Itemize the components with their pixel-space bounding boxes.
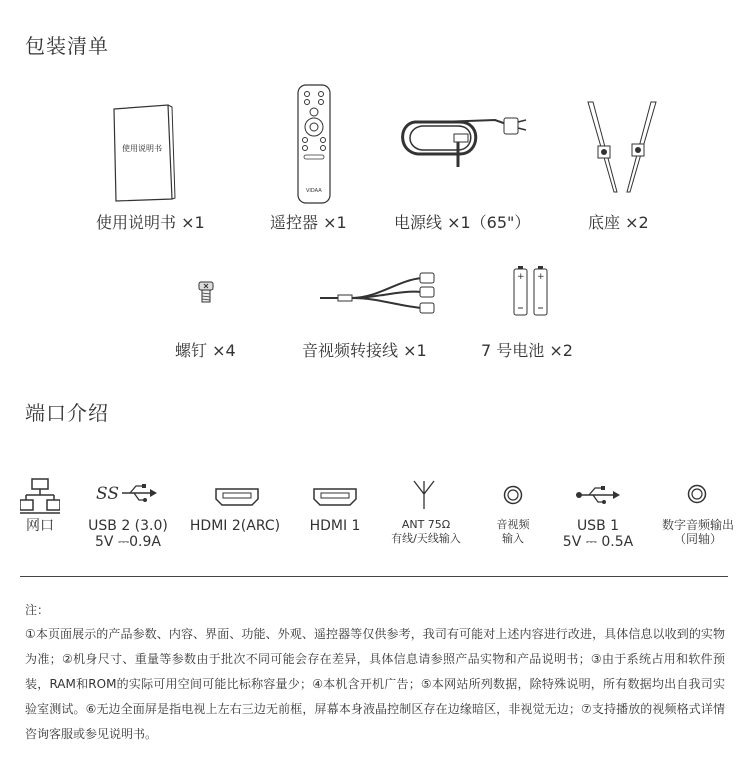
antenna-port bbox=[413, 480, 435, 510]
usb1-port bbox=[575, 484, 621, 506]
svg-text:+: + bbox=[517, 272, 525, 282]
screw-item bbox=[197, 280, 215, 304]
notes-title: 注： bbox=[25, 603, 50, 617]
port-label-ethernet: 网口 bbox=[26, 518, 54, 534]
manual-label: 使用说明书 ×1 bbox=[96, 213, 205, 232]
batteries-item bbox=[510, 265, 552, 317]
hdmi-icon bbox=[215, 488, 259, 506]
usb-icon bbox=[575, 484, 621, 506]
av-input-port bbox=[503, 485, 523, 505]
power-cord-label: 电源线 ×1（65"） bbox=[394, 213, 531, 232]
usb3-port bbox=[96, 481, 160, 505]
svg-text:SS: SS bbox=[96, 484, 119, 504]
port-label-usb1: USB 1 5V ⎓ 0.5A bbox=[562, 518, 634, 550]
manual-cover-text: 使用说明书 bbox=[122, 144, 162, 153]
hdmi-icon bbox=[313, 488, 357, 506]
power-cord-icon bbox=[400, 112, 530, 172]
port-label-coaxial: 数字音频输出 （同轴） bbox=[661, 518, 734, 546]
manual-item bbox=[110, 103, 176, 203]
stand-item bbox=[584, 100, 660, 196]
coaxial-port bbox=[687, 484, 707, 504]
power-cord-item bbox=[400, 112, 530, 172]
remote-icon bbox=[296, 83, 332, 205]
package-section-title: 包装清单 bbox=[25, 34, 109, 58]
av-cable-item bbox=[318, 268, 438, 320]
notes-body: ①本页面展示的产品参数、内容、界面、功能、外观、遥控器等仅供参考，我司有可能对上述内容进行改进，具体信息以收到的实物为准；②机身尺寸、重量等参数由于批次不同可能会存在差异，具体信息请参照产品实物和产品说明书；③由于系统占用和软件预装，RAM和ROM的实际可用空间可能比标称容量少；④本机含开机广告；⑤本网站所列数据，除特殊说明，所有数据均出自我司实验室测试。⑥无边全面屏是指电视上左右三边无前框，屏幕本身液晶控制区存在边缘暗区，非视觉无边；⑦支持播放的视频格式详情咨询客服或参见说明书。 bbox=[25, 627, 725, 741]
batteries-label: 7 号电池 ×2 bbox=[481, 341, 573, 360]
remote-item bbox=[296, 83, 332, 205]
remote-brand: VIDAA bbox=[306, 188, 322, 194]
battery-icon bbox=[510, 265, 552, 317]
av-cable-label: 音视频转接线 ×1 bbox=[302, 341, 427, 360]
ethernet-icon bbox=[20, 478, 60, 514]
port-label-hdmi2: HDMI 2(ARC) bbox=[189, 518, 281, 534]
hdmi1-port bbox=[313, 488, 357, 506]
port-label-usb3: USB 2 (3.0) 5V ⎓0.9A bbox=[88, 518, 168, 550]
remote-label: 遥控器 ×1 bbox=[270, 213, 347, 232]
divider bbox=[20, 576, 728, 577]
usb-ss-icon bbox=[96, 481, 160, 505]
ports-section-title: 端口介绍 bbox=[25, 401, 109, 425]
hdmi2-port bbox=[215, 488, 259, 506]
antenna-icon bbox=[413, 480, 435, 510]
screw-label: 螺钉 ×4 bbox=[175, 341, 236, 360]
port-label-hdmi1: HDMI 1 bbox=[309, 518, 361, 534]
port-label-antenna: ANT 75Ω 有线/天线输入 bbox=[391, 518, 461, 545]
screw-icon bbox=[197, 280, 215, 304]
svg-text:+: + bbox=[537, 272, 545, 282]
ethernet-port bbox=[20, 478, 60, 514]
port-label-av-input: 音视频 输入 bbox=[496, 518, 530, 545]
stand-label: 底座 ×2 bbox=[588, 213, 649, 232]
stand-icon bbox=[584, 100, 660, 196]
av-cable-icon bbox=[318, 268, 438, 320]
jack-icon bbox=[503, 485, 523, 505]
jack-icon bbox=[687, 484, 707, 504]
